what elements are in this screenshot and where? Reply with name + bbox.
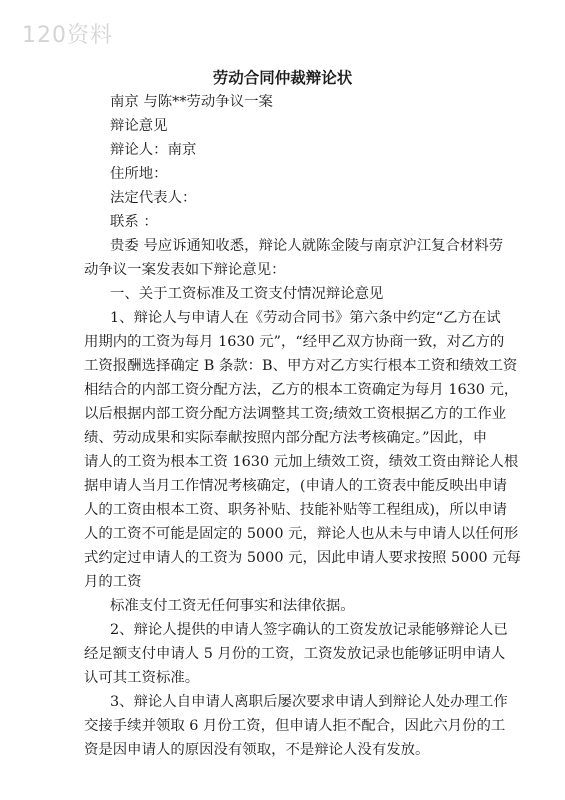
section-heading: 辩论意见 bbox=[110, 118, 168, 134]
body-line: 认可其工资标准。 bbox=[84, 670, 200, 686]
respondent-line: 辩论人：南京 bbox=[110, 142, 197, 158]
body-line: 标准支付工资无任何事实和法律依据。 bbox=[110, 598, 355, 614]
body-line: 工资报酬选择确定 B 条款：B、甲方对乙方实行根本工资和绩效工资 bbox=[84, 358, 518, 374]
body-line: 人的工资不可能是固定的 5000 元，辩论人也从未与申请人以任何形 bbox=[84, 526, 519, 542]
body-line: 用期内的工资为每月 1630 元”，“经甲乙双方协商一致，对乙方的 bbox=[84, 334, 505, 350]
body-line: 动争议一案发表如下辩论意见： bbox=[84, 262, 286, 278]
document-title: 劳动合同仲裁辩论状 bbox=[212, 68, 353, 87]
body-line: 3、辩论人自申请人离职后屡次要求申请人到辩论人处办理工作 bbox=[110, 694, 508, 710]
case-line: 南京 与陈**劳动争议一案 bbox=[110, 94, 273, 110]
body-line: 据申请人当月工作情况考核确定，(申请人的工资表中能反映出申请 bbox=[84, 478, 507, 494]
legal-rep-line: 法定代表人： bbox=[110, 190, 197, 206]
body-line: 式约定过申请人的工资为 5000 元，因此申请人要求按照 5000 元每 bbox=[84, 550, 521, 566]
body-line: 请人的工资为根本工资 1630 元加上绩效工资，绩效工资由辩论人根 bbox=[84, 454, 519, 470]
contact-line: 联系 ： bbox=[110, 214, 158, 230]
body-line: 1、辩论人与申请人在《劳动合同书》第六条中约定“乙方在试 bbox=[110, 310, 501, 326]
body-line: 资是因申请人的原因没有领取，不是辩论人没有发放。 bbox=[84, 742, 430, 758]
body-line: 绩、劳动成果和实际奉献按照内部分配方法考核确定。”因此，申 bbox=[84, 430, 488, 446]
body-line: 以后根据内部工资分配方法调整其工资;绩效工资根据乙方的工作业 bbox=[84, 406, 507, 422]
body-line: 交接手续并领取 6 月份工资，但申请人拒不配合，因此六月份的工 bbox=[84, 718, 506, 734]
body-line: 贵委 号应诉通知收悉，辩论人就陈金陵与南京沪江复合材料劳 bbox=[110, 238, 504, 254]
body-line: 2、辩论人提供的申请人签字确认的工资发放记录能够辩论人已 bbox=[110, 622, 508, 638]
body-line: 月的工资 bbox=[84, 574, 142, 590]
body-line: 相结合的内部工资分配方法，乙方的根本工资确定为每月 1630 元， bbox=[84, 382, 519, 398]
subsection-heading: 一、关于工资标准及工资支付情况辩论意见 bbox=[110, 286, 384, 302]
address-line: 住所地： bbox=[110, 166, 168, 182]
body-line: 人的工资由根本工资、职务补贴、技能补贴等工程组成)，所以申请 bbox=[84, 502, 507, 518]
body-line: 经足额支付申请人 5 月份的工资，工资发放记录也能够证明申请人 bbox=[84, 646, 506, 662]
watermark-logo: 120资料 bbox=[22, 23, 113, 48]
